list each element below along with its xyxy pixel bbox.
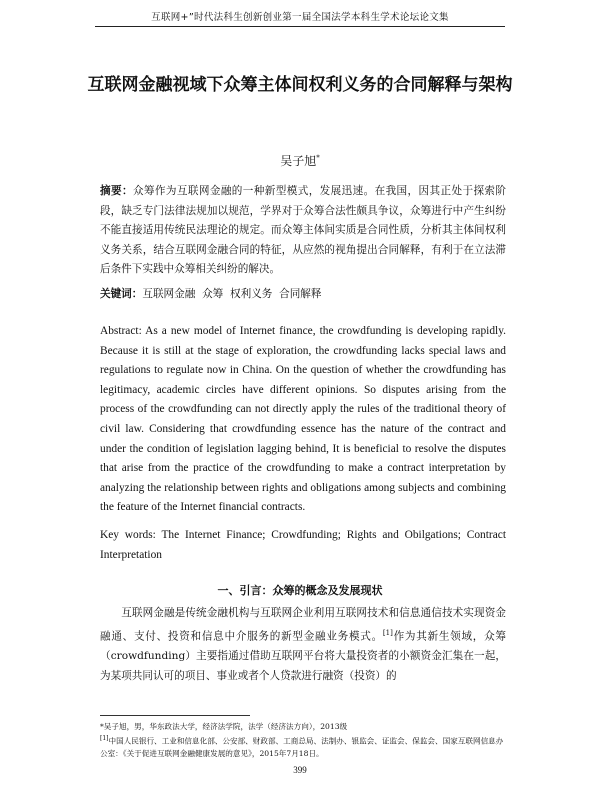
author-footnote-mark: *	[316, 154, 320, 162]
author-name: 吴子旭	[280, 154, 317, 168]
english-keywords: Key words: The Internet Finance; Crowdfunding; Rights and Obilgations; Contract Interpretation	[100, 529, 506, 561]
english-abstract: Abstract: As a new model of Internet finance, the crowdfunding is developing rapidly. Because it is still at the stage of exploration, the crowdfunding lacks special laws and regulations to regulate now in China. On the question of whether the crowdfunding has legitimacy, academic circles have different opinions. So disputes arising from the process of the crowdfunding can not directly apply the rules of the traditional theory of civil law. Considering that crowdfunding essence has the nature of the contract and under the condition of legislation lagging behind, It is beneficial to resolve the disputes that arise from the practice of the crowdfunding to make a contract interpretation by analyzing the relationship between rights and obligations among subjects and combining the feature of the Internet financial contracts.	[100, 325, 506, 514]
footnote-reference-mark: [1]	[100, 735, 109, 742]
section-heading: 一、引言：众筹的概念及发展现状	[217, 584, 383, 597]
body-text-part-1: 互联网金融是传统金融机构与互联网企业利用互联网技术和信息通信技术实现资金融通、支付、投资和信息中介服务的新型金融业务模式。	[100, 607, 506, 643]
citation-mark: [1]	[382, 628, 393, 637]
body-paragraph	[100, 604, 506, 687]
footnotes	[100, 721, 506, 760]
footnote-author: *吴子旭，男，华东政法大学，经济法学院，法学（经济法方向），2013级	[100, 722, 348, 731]
chinese-keywords-text: 互联网金融 众筹 权利义务 合同解释	[142, 288, 322, 300]
chinese-abstract-text: 众筹作为互联网金融的一种新型模式，发展迅速。在我国，因其正处于探索阶段，缺乏专门法律法规加以规范，学界对于众筹合法性颇具争议，众筹进行中产生纠纷不能直接适用传统民法理论的规定。而众筹主体间实质是合同性质，分析其主体间权利义务关系，结合互联网金融合同的特征，从应然的视角提出合同解释，有利于在立法滞后条件下实践中众筹相关纠纷的解决。	[100, 185, 506, 275]
footnote-divider	[100, 715, 250, 716]
author-line	[0, 152, 600, 169]
chinese-abstract-label: 摘要：	[100, 185, 133, 197]
chinese-abstract	[100, 182, 506, 280]
body-text-part-2: 作为其新生领域，众筹（crowdfunding）主要指通过借助互联网平台将大量投资者的小额资金汇集在一起，为某项共同认可的项目、事业或者个人贷款进行融资（投资）的	[100, 630, 507, 682]
footnote-reference-text: 中国人民银行、工业和信息化部、公安部、财政部、工商总局、法制办、银监会、证监会、保监会、国家互联网信息办公室：《关于促进互联网金融健康发展的意见》，2015年7月18日。	[100, 736, 504, 758]
page-number: 399	[293, 765, 307, 775]
footnote-reference	[100, 733, 506, 760]
chinese-keywords	[100, 286, 506, 302]
chinese-keywords-label: 关键词：	[100, 288, 143, 300]
running-header: 互联网+”时代法科生创新创业第一届全国法学本科生学术论坛论文集	[95, 9, 505, 27]
paper-title: 互联网金融视域下众筹主体间权利义务的合同解释与架构	[87, 75, 513, 95]
